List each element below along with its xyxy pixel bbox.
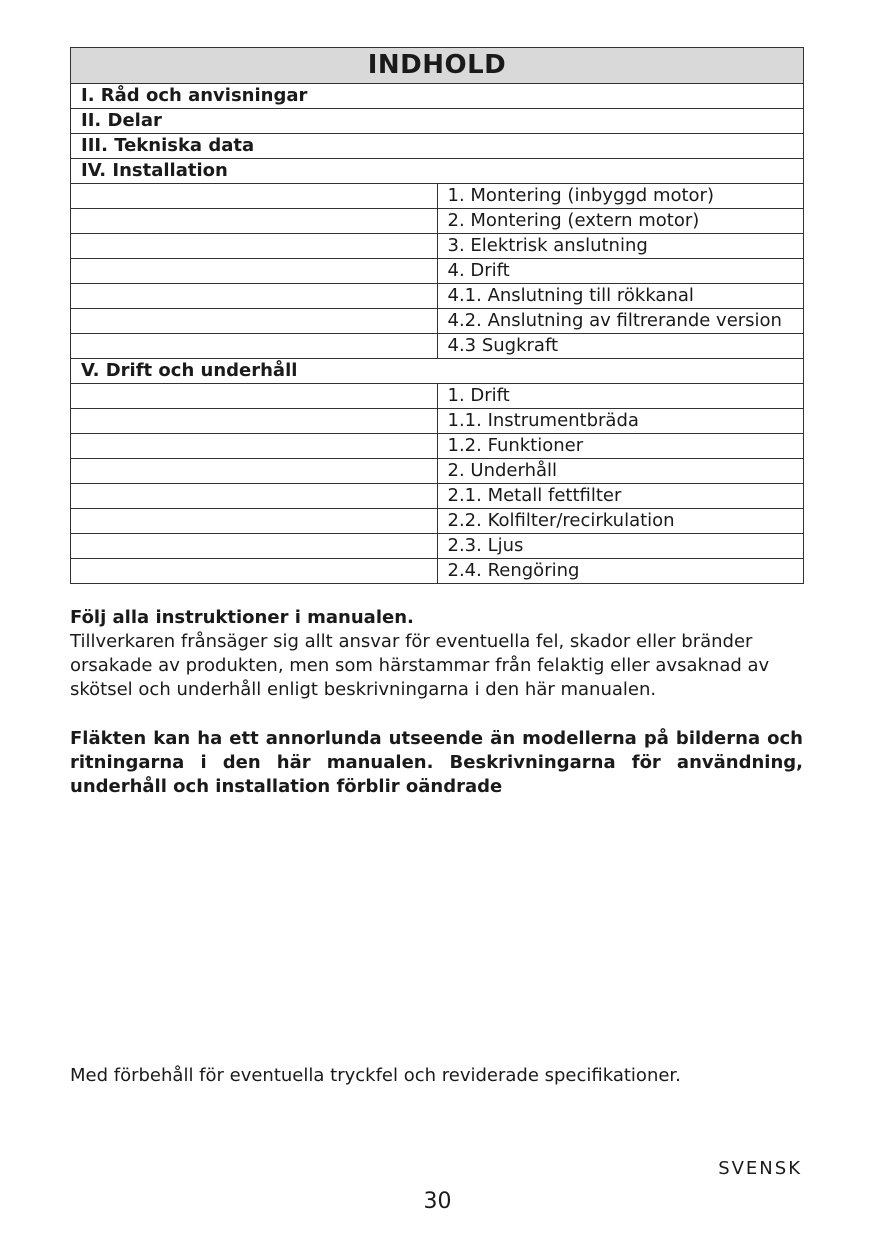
toc-section-row — [71, 84, 804, 109]
print-errors-disclaimer: Med förbehåll för eventuella tryckfel och reviderade specifikationer. — [70, 1065, 681, 1086]
toc-section-row — [71, 359, 804, 384]
toc-subsection: 4.2. Anslutning av filtrerande version — [437, 309, 804, 334]
toc-indent-cell — [71, 409, 438, 434]
toc-indent-cell — [71, 459, 438, 484]
toc-subsection-row — [71, 284, 804, 309]
toc-subsection: 3. Elektrisk anslutning — [437, 234, 804, 259]
toc-subsection-row — [71, 509, 804, 534]
toc-subsection-row — [71, 209, 804, 234]
instructions-notice — [70, 606, 803, 702]
toc-subsection: 2.4. Rengöring — [437, 559, 804, 584]
toc-indent-cell — [71, 484, 438, 509]
toc-indent-cell — [71, 259, 438, 284]
toc-subsection: 1. Drift — [437, 384, 804, 409]
toc-section: V. Drift och underhåll — [71, 359, 804, 384]
toc-subsection: 1.1. Instrumentbräda — [437, 409, 804, 434]
toc-subsection: 2.2. Kolfilter/recirkulation — [437, 509, 804, 534]
toc-indent-cell — [71, 234, 438, 259]
instructions-heading: Följ alla instruktioner i manualen. — [70, 607, 414, 628]
page-number: 30 — [423, 1189, 452, 1214]
toc-section-row — [71, 109, 804, 134]
toc-indent-cell — [71, 384, 438, 409]
toc-title: INDHOLD — [71, 48, 804, 84]
language-label: SVENSK — [718, 1158, 802, 1179]
toc-indent-cell — [71, 534, 438, 559]
toc-subsection-row — [71, 434, 804, 459]
toc-indent-cell — [71, 184, 438, 209]
toc-indent-cell — [71, 284, 438, 309]
toc-subsection-row — [71, 309, 804, 334]
toc-subsection-row — [71, 259, 804, 284]
toc-subsection: 2.3. Ljus — [437, 534, 804, 559]
toc-subsection: 1.2. Funktioner — [437, 434, 804, 459]
table-of-contents — [70, 47, 804, 584]
toc-subsection-row — [71, 184, 804, 209]
toc-subsection-row — [71, 409, 804, 434]
toc-subsection-row — [71, 334, 804, 359]
toc-section-row — [71, 159, 804, 184]
toc-subsection-row — [71, 234, 804, 259]
toc-indent-cell — [71, 559, 438, 584]
toc-section-row — [71, 134, 804, 159]
toc-subsection: 4.3 Sugkraft — [437, 334, 804, 359]
toc-subsection: 4. Drift — [437, 259, 804, 284]
toc-section: III. Tekniska data — [71, 134, 804, 159]
toc-indent-cell — [71, 309, 438, 334]
toc-subsection-row — [71, 484, 804, 509]
toc-subsection-row — [71, 384, 804, 409]
toc-subsection: 2.1. Metall fettfilter — [437, 484, 804, 509]
toc-indent-cell — [71, 509, 438, 534]
toc-indent-cell — [71, 209, 438, 234]
toc-subsection: 2. Underhåll — [437, 459, 804, 484]
toc-subsection-row — [71, 534, 804, 559]
toc-indent-cell — [71, 334, 438, 359]
toc-subsection-row — [71, 559, 804, 584]
toc-subsection: 1. Montering (inbyggd motor) — [437, 184, 804, 209]
toc-section: II. Delar — [71, 109, 804, 134]
toc-title-row — [71, 48, 804, 84]
liability-disclaimer: Tillverkaren frånsäger sig allt ansvar för eventuella fel, skador eller bränder orsakade av produkten, men som härstammar från felaktig eller avsaknad av skötsel och underhåll enligt beskrivningarna i den här manualen. — [70, 631, 770, 700]
toc-subsection: 2. Montering (extern motor) — [437, 209, 804, 234]
toc-subsection-row — [71, 459, 804, 484]
toc-indent-cell — [71, 434, 438, 459]
toc-subsection: 4.1. Anslutning till rökkanal — [437, 284, 804, 309]
toc-section: IV. Installation — [71, 159, 804, 184]
toc-section: I. Råd och anvisningar — [71, 84, 804, 109]
appearance-note: Fläkten kan ha ett annorlunda utseende än modellerna på bilderna och ritningarna i den här manualen. Beskrivningarna för användning, underhåll och installation förblir oändrade — [70, 728, 803, 797]
